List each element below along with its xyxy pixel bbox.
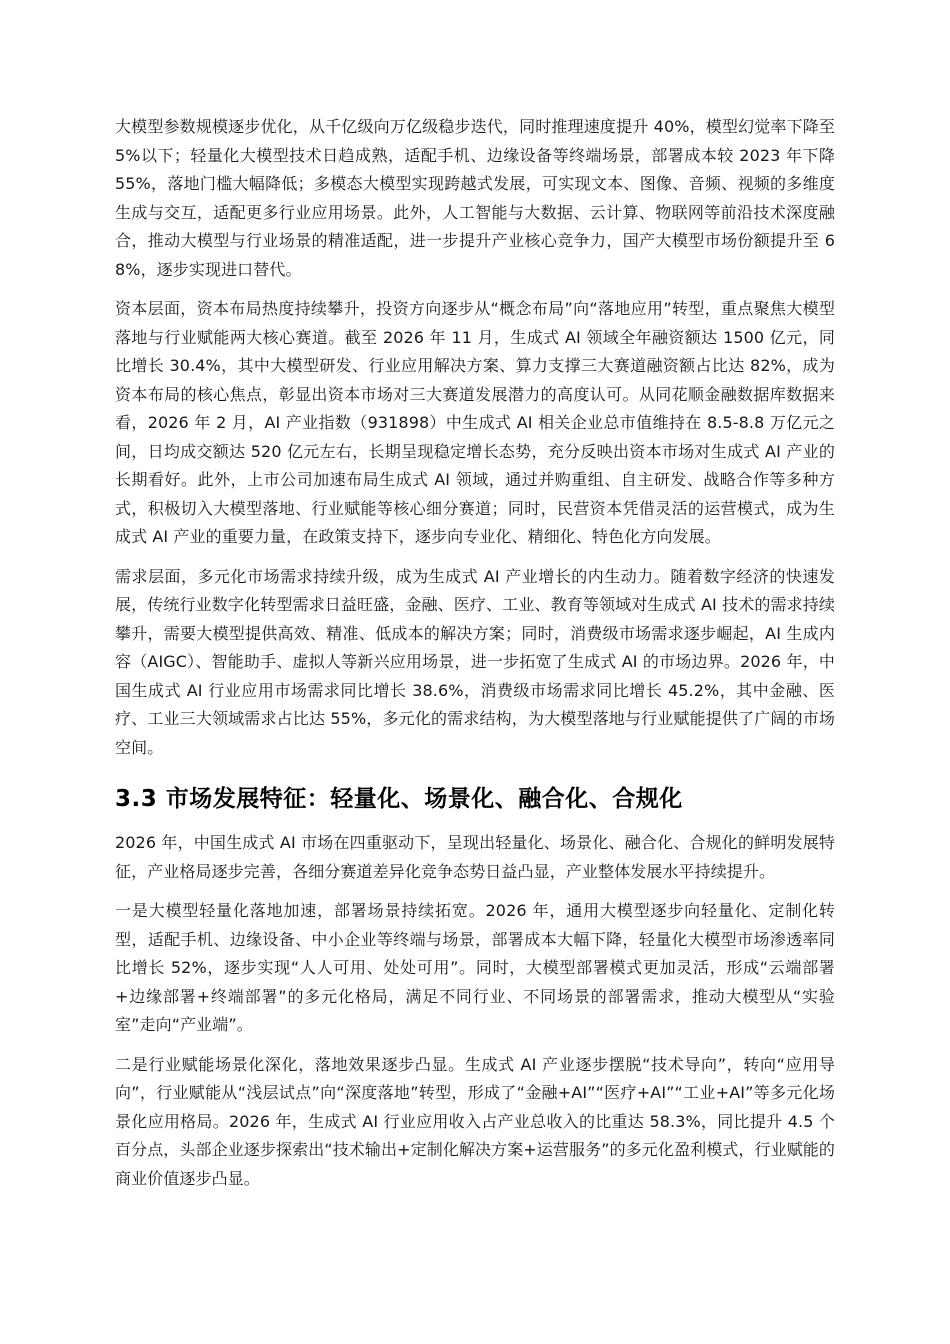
paragraph-market-overview: 2026 年，中国生成式 AI 市场在四重驱动下，呈现出轻量化、场景化、融合化、合规化的鲜明发展特征，产业格局逐步完善，各细分赛道差异化竞争态势日益凸显，产业整体发展水平持续提升。 [115,833,835,881]
section-heading: 3.3 市场发展特征：轻量化、场景化、融合化、合规化 [115,786,683,812]
paragraph-scenario-empowerment: 二是行业赋能场景化深化，落地效果逐步凸显。生成式 AI 产业逐步摆脱“技术导向”，转向“应用导向”，行业赋能从“浅层试点”向“深度落地”转型，形成了“金融+AI”“医疗+AI”“工业+AI”等多元化场景化应用格局。2026 年，生成式 AI 行业应用收入占产业总收入的比重达 58.3%，同比提升 4.5 个百分点，头部企业逐步探索出“技术输出+定制化解决方案+运营服务”的多元化盈利模式，行业赋能的商业价值逐步凸显。 [115,1054,835,1188]
paragraph-lightweight-deployment: 一是大模型轻量化落地加速，部署场景持续拓宽。2026 年，通用大模型逐步向轻量化、定制化转型，适配手机、边缘设备、中小企业等终端与场景，部署成本大幅下降，轻量化大模型市场渗透率同比增长 52%，逐步实现“人人可用、处处可用”。同时，大模型部署模式更加灵活，形成“云端部署+边缘部署+终端部署”的多元化格局，满足不同行业、不同场景的部署需求，推动大模型从“实验室”走向“产业端”。 [115,901,835,1034]
paragraph-demand-level: 需求层面，多元化市场需求持续升级，成为生成式 AI 产业增长的内生动力。随着数字经济的快速发展，传统行业数字化转型需求日益旺盛，金融、医疗、工业、教育等领域对生成式 AI 技术的需求持续攀升，需要大模型提供高效、精准、低成本的解决方案；同时，消费级市场需求逐步崛起，AI 生成内容（AIGC）、智能助手、虚拟人等新兴应用场景，进一步拓宽了生成式 AI 的市场边界。2026 年，中国生成式 AI 行业应用市场需求同比增长 38.6%，消费级市场需求同比增长 45.2%，其中金融、医疗、工业三大领域需求占比达 55%，多元化的需求结构，为大模型落地与行业赋能提供了广阔的市场空间。 [115,566,835,757]
paragraph-model-technology: 大模型参数规模逐步优化，从千亿级向万亿级稳步迭代，同时推理速度提升 40%，模型幻觉率下降至 5%以下；轻量化大模型技术日趋成熟，适配手机、边缘设备等终端场景，部署成本较 2023 年下降 55%，落地门槛大幅降低；多模态大模型实现跨越式发展，可实现文本、图像、音频、视频的多维度生成与交互，适配更多行业应用场景。此外，人工智能与大数据、云计算、物联网等前沿技术深度融合，推动大模型与行业场景的精准适配，进一步提升产业核心竞争力，国产大模型市场份额提升至 68%，逐步实现进口替代。 [115,117,835,279]
paragraph-capital-level: 资本层面，资本布局热度持续攀升，投资方向逐步从“概念布局”向“落地应用”转型，重点聚焦大模型落地与行业赋能两大核心赛道。截至 2026 年 11 月，生成式 AI 领域全年融资额达 1500 亿元，同比增长 30.4%，其中大模型研发、行业应用解决方案、算力支撑三大赛道融资额占比达 82%，成为资本布局的核心焦点，彰显出资本市场对三大赛道发展潜力的高度认可。从同花顺金融数据库数据来看，2026 年 2 月，AI 产业指数（931898）中生成式 AI 相关企业总市值维持在 8.5-8.8 万亿元之间，日均成交额达 520 亿元左右，长期呈现稳定增长态势，充分反映出资本市场对生成式 AI 产业的长期看好。此外，上市公司加速布局生成式 AI 领域，通过并购重组、自主研发、战略合作等多种方式，积极切入大模型落地、行业赋能等核心细分赛道；同时，民营资本凭借灵活的运营模式，成为生成式 AI 产业的重要力量，在政策支持下，逐步向专业化、精细化、特色化方向发展。 [115,299,835,546]
document-body [115,113,835,1204]
